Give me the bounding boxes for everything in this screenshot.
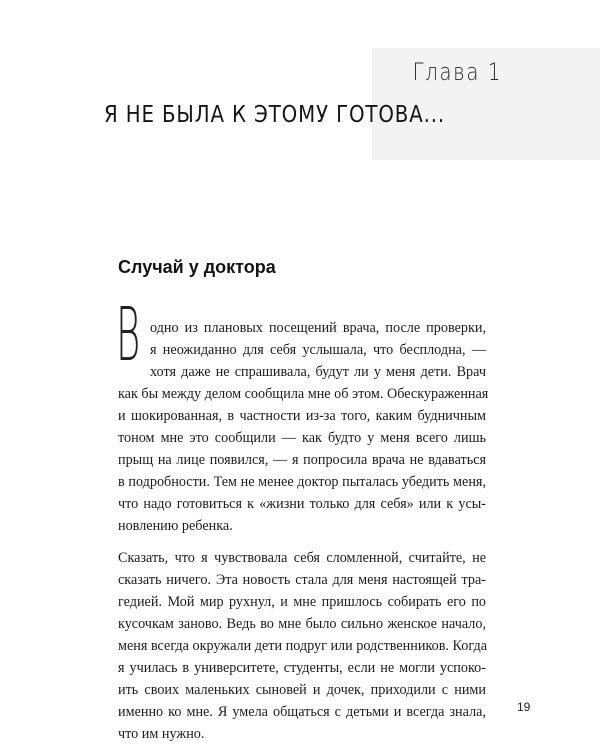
text-line: хотя даже не спрашивала, будут ли у меня дети. Врач <box>150 364 486 380</box>
text-line: и шокированная, в частности из-за того, каким будничным <box>118 408 486 424</box>
text-line: тоном мне это сообщили — как будто у меня всего лишь <box>118 430 486 446</box>
text-line: Сказать, что я чувствовала себя сломленной, считайте, не <box>118 550 486 566</box>
drop-cap: В <box>116 292 141 378</box>
text-line: прыщ на лице появился, — я попросила врача не вдаваться <box>118 452 486 468</box>
text-line: что им нужно. <box>118 726 205 742</box>
page-number: 19 <box>517 700 531 714</box>
text-line: сказать ничего. Эта новость стала для меня настоящей тра- <box>118 572 486 588</box>
text-line: ить своих маленьких сыновей и дочек, приходили с ними <box>118 682 486 698</box>
text-line: новлению ребенка. <box>118 518 233 534</box>
text-line: кусочкам заново. Ведь во мне было сильно женское начало, <box>118 616 486 632</box>
text-line: именно ко мне. Я умела общаться с детьми и всегда знала, <box>118 704 486 720</box>
chapter-label: Глава 1 <box>412 58 502 86</box>
text-line: как бы между делом сообщила мне об этом. Обескураженная <box>118 386 489 402</box>
text-line: я неожиданно для себя услышала, что бесплодна, — <box>150 342 486 358</box>
text-line: гедией. Мой мир рухнул, и мне пришлось собирать его по <box>118 594 486 610</box>
text-line: одно из плановых посещений врача, после проверки, <box>150 320 486 336</box>
text-line: я училась в университете, студенты, если не могли успоко- <box>118 660 486 676</box>
text-line: меня всегда окружали дети подруг или родственников. Когда <box>118 638 487 654</box>
text-line: что надо готовиться к «жизни только для себя» или к усы- <box>118 496 486 512</box>
text-line: в подробности. Тем не менее доктор пыталась убедить меня, <box>118 474 486 490</box>
chapter-title: Я НЕ БЫЛА К ЭТОМУ ГОТОВА... <box>104 102 446 128</box>
section-heading: Случай у доктора <box>118 257 276 277</box>
